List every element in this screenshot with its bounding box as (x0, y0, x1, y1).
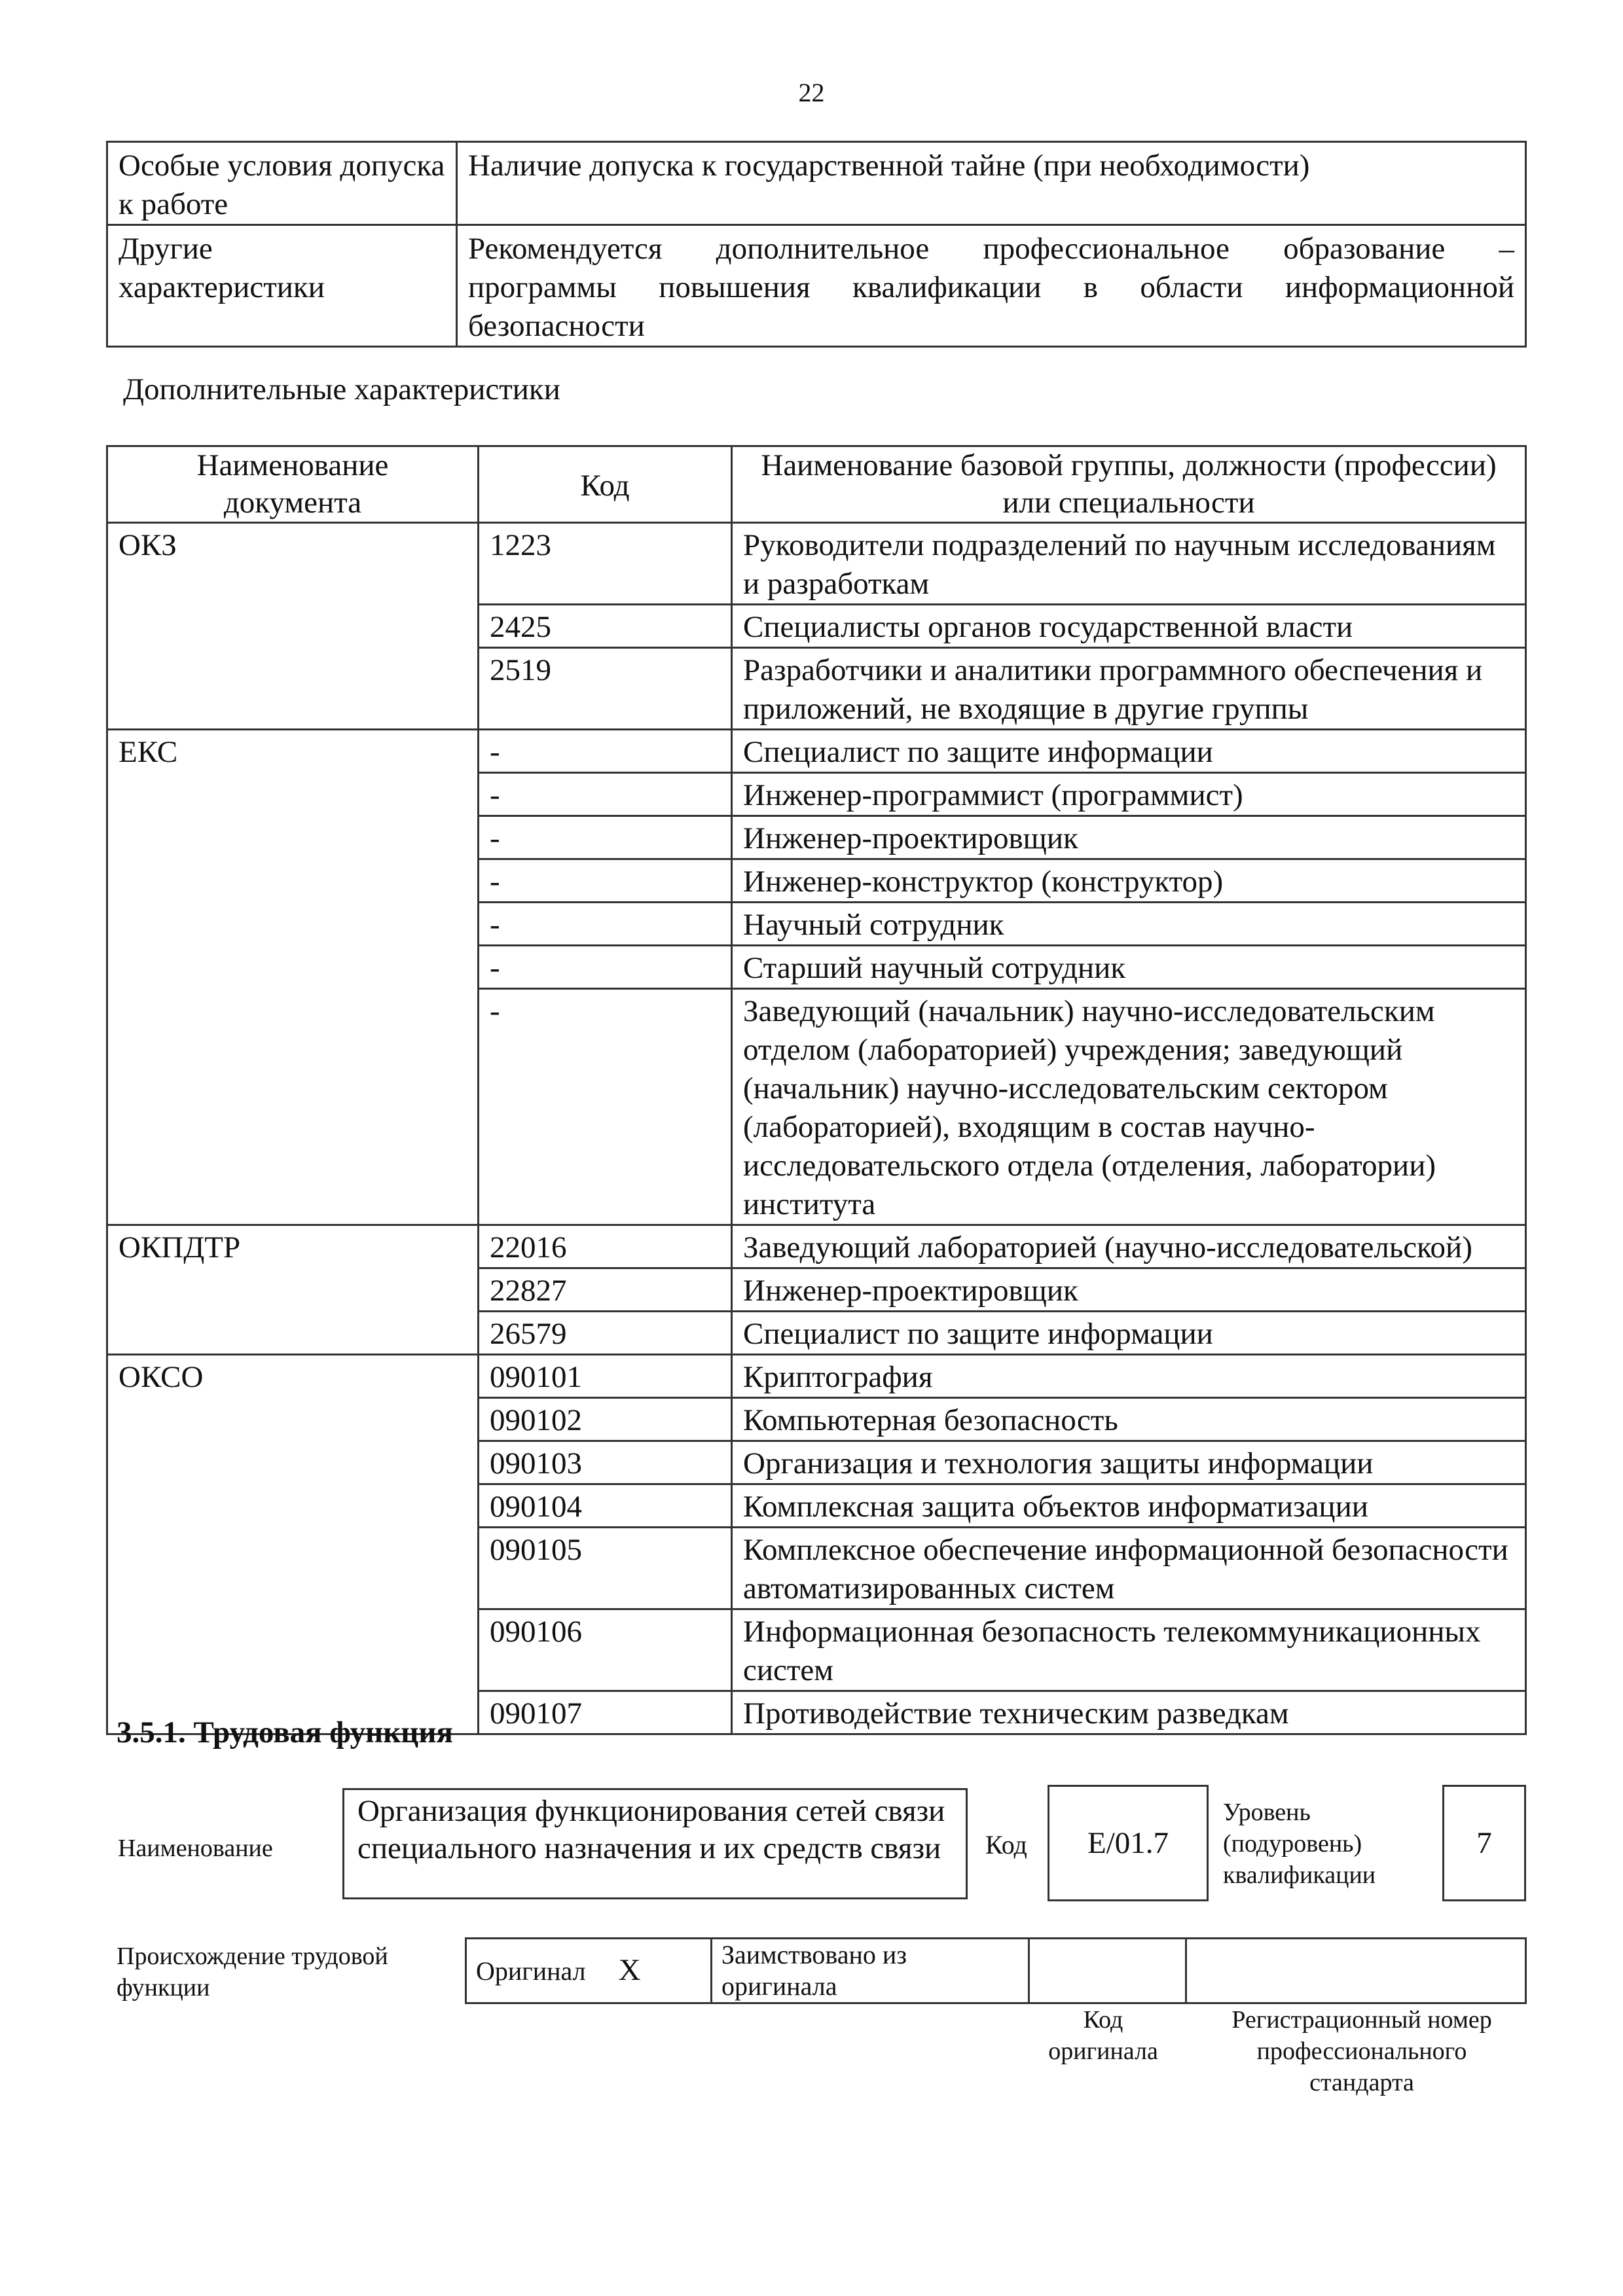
borrowed-cell (712, 1939, 1029, 2003)
condition-label: Другие характеристики (107, 225, 457, 347)
original-mark: X (618, 1953, 641, 1987)
occupation-cell: Специалист по защите информации (732, 730, 1526, 773)
occupation-cell: Инженер-программист (программист) (732, 773, 1526, 816)
condition-value-line: программы повышения квалификации в области информационной (468, 270, 1514, 304)
original-code-caption (1025, 2004, 1182, 2067)
table-row (107, 1609, 1526, 1691)
doc-cell (107, 1268, 479, 1312)
occupation-cell: Руководители подразделений по научным исследованиям и разработкам (732, 523, 1526, 605)
code-cell: - (479, 859, 732, 903)
qualification-level-value: 7 (1442, 1785, 1526, 1901)
doc-cell (107, 1484, 479, 1528)
labor-function-name: Организация функционирования сетей связи специального назначения и их средств связи (342, 1788, 968, 1899)
registration-number-caption (1198, 2004, 1525, 2098)
doc-cell (107, 1312, 479, 1355)
code-cell: 2519 (479, 648, 732, 730)
code-label: Код (985, 1830, 1027, 1859)
occupation-cell: Заведующий (начальник) научно-исследовательским отделом (лабораторией) учреждения; заведующий (начальник) научно-исследовательским сектором (лабораторией), входящим в состав научно-исследовательского отдела (отделения, лаборатории) института (732, 989, 1526, 1225)
origin-table (465, 1937, 1527, 2004)
occupation-cell: Разработчики и аналитики программного обеспечения и приложений, не входящие в другие группы (732, 648, 1526, 730)
original-cell (466, 1939, 712, 2003)
occupation-cell: Комплексная защита объектов информатизации (732, 1484, 1526, 1528)
table-row (107, 859, 1526, 903)
table-row (107, 1398, 1526, 1441)
doc-cell (107, 1609, 479, 1691)
doc-cell (107, 1441, 479, 1484)
table-row (107, 1268, 1526, 1312)
caption-line: Регистрационный номер (1231, 2006, 1492, 2034)
doc-cell (107, 648, 479, 730)
condition-value-line: Рекомендуется дополнительное профессиональное образование – (468, 232, 1514, 266)
column-header-doc: Наименование документа (107, 446, 479, 523)
doc-cell: ОКСО (107, 1355, 479, 1398)
table-row (107, 142, 1526, 225)
doc-cell: ЕКС (107, 730, 479, 773)
table-row (107, 989, 1526, 1225)
table-row (107, 816, 1526, 859)
doc-cell (107, 946, 479, 989)
table-row (107, 225, 1526, 347)
origin-label-line: функции (117, 1974, 210, 2001)
code-cell: - (479, 816, 732, 859)
occupation-cell: Старший научный сотрудник (732, 946, 1526, 989)
caption-line: профессионального (1256, 2037, 1467, 2065)
doc-cell (107, 903, 479, 946)
occupation-cell: Заведующий лабораторией (научно-исследовательской) (732, 1225, 1526, 1268)
code-cell: 1223 (479, 523, 732, 605)
occupation-cell: Организация и технология защиты информации (732, 1441, 1526, 1484)
code-cell: 090107 (479, 1691, 732, 1734)
registration-number-cell (1186, 1939, 1526, 2003)
doc-cell (107, 605, 479, 648)
occupation-cell: Инженер-проектировщик (732, 816, 1526, 859)
code-cell: 090101 (479, 1355, 732, 1398)
page-number: 22 (798, 78, 825, 107)
code-cell: - (479, 946, 732, 989)
doc-cell: ОКЗ (107, 523, 479, 605)
doc-cell (107, 1528, 479, 1609)
occupation-cell: Специалисты органов государственной власти (732, 605, 1526, 648)
doc-cell: ОКПДТР (107, 1225, 479, 1268)
occupation-cell: Информационная безопасность телекоммуникационных систем (732, 1609, 1526, 1691)
occupation-cell: Криптография (732, 1355, 1526, 1398)
classifier-table (106, 445, 1527, 1735)
doc-cell (107, 773, 479, 816)
code-cell: 26579 (479, 1312, 732, 1355)
qualification-level-label (1223, 1797, 1376, 1891)
occupation-cell: Инженер-конструктор (конструктор) (732, 859, 1526, 903)
table-row (107, 1225, 1526, 1268)
name-label: Наименование (118, 1835, 273, 1862)
code-cell: - (479, 989, 732, 1225)
code-cell: 090104 (479, 1484, 732, 1528)
occupation-cell: Научный сотрудник (732, 903, 1526, 946)
code-cell: 22016 (479, 1225, 732, 1268)
level-label-line: (подуровень) (1223, 1830, 1362, 1857)
borrowed-label-line: Заимствовано из (721, 1940, 907, 1969)
occupation-cell: Специалист по защите информации (732, 1312, 1526, 1355)
occupation-cell: Комплексное обеспечение информационной безопасности автоматизированных систем (732, 1528, 1526, 1609)
table-row (107, 1528, 1526, 1609)
conditions-table (106, 141, 1527, 348)
code-cell: - (479, 730, 732, 773)
table-row (107, 648, 1526, 730)
occupation-cell: Инженер-проектировщик (732, 1268, 1526, 1312)
table-row (107, 605, 1526, 648)
doc-cell (107, 816, 479, 859)
labor-function-code: E/01.7 (1048, 1785, 1209, 1901)
condition-value-line: безопасности (468, 309, 645, 343)
caption-line: стандарта (1309, 2069, 1414, 2096)
table-row (107, 523, 1526, 605)
caption-line: Код (1083, 2006, 1123, 2034)
occupation-cell: Противодействие техническим разведкам (732, 1691, 1526, 1734)
code-cell: 22827 (479, 1268, 732, 1312)
table-row (107, 1312, 1526, 1355)
original-label: Оригинал (476, 1956, 586, 1986)
code-cell: 090105 (479, 1528, 732, 1609)
condition-value (457, 225, 1526, 347)
original-code-cell (1029, 1939, 1186, 2003)
table-row (107, 946, 1526, 989)
occupation-cell: Компьютерная безопасность (732, 1398, 1526, 1441)
origin-label (117, 1941, 388, 2003)
code-cell: - (479, 903, 732, 946)
section-caption: Дополнительные характеристики (123, 372, 560, 406)
table-body (107, 523, 1526, 1734)
code-cell: 2425 (479, 605, 732, 648)
table-row (107, 1441, 1526, 1484)
code-cell: 090103 (479, 1441, 732, 1484)
condition-label: Особые условия допуска к работе (107, 142, 457, 225)
code-cell: 090102 (479, 1398, 732, 1441)
table-row (107, 773, 1526, 816)
doc-cell (107, 989, 479, 1225)
labor-function-heading: 3.5.1. Трудовая функция (117, 1715, 453, 1749)
code-cell: 090106 (479, 1609, 732, 1691)
table-row (107, 1355, 1526, 1398)
code-cell: - (479, 773, 732, 816)
table-row (107, 730, 1526, 773)
table-row (466, 1939, 1526, 2003)
table-row (107, 903, 1526, 946)
level-label-line: квалификации (1223, 1861, 1376, 1889)
level-label-line: Уровень (1223, 1799, 1311, 1826)
table-header-row (107, 446, 1526, 523)
origin-label-line: Происхождение трудовой (117, 1943, 388, 1970)
condition-value: Наличие допуска к государственной тайне (при необходимости) (457, 142, 1526, 225)
column-header-code: Код (479, 446, 732, 523)
caption-line: оригинала (1048, 2037, 1158, 2065)
table-row (107, 1484, 1526, 1528)
doc-cell (107, 1398, 479, 1441)
column-header-name: Наименование базовой группы, должности (профессии) или специальности (732, 446, 1526, 523)
borrowed-label-line: оригинала (721, 1971, 837, 2001)
doc-cell (107, 859, 479, 903)
